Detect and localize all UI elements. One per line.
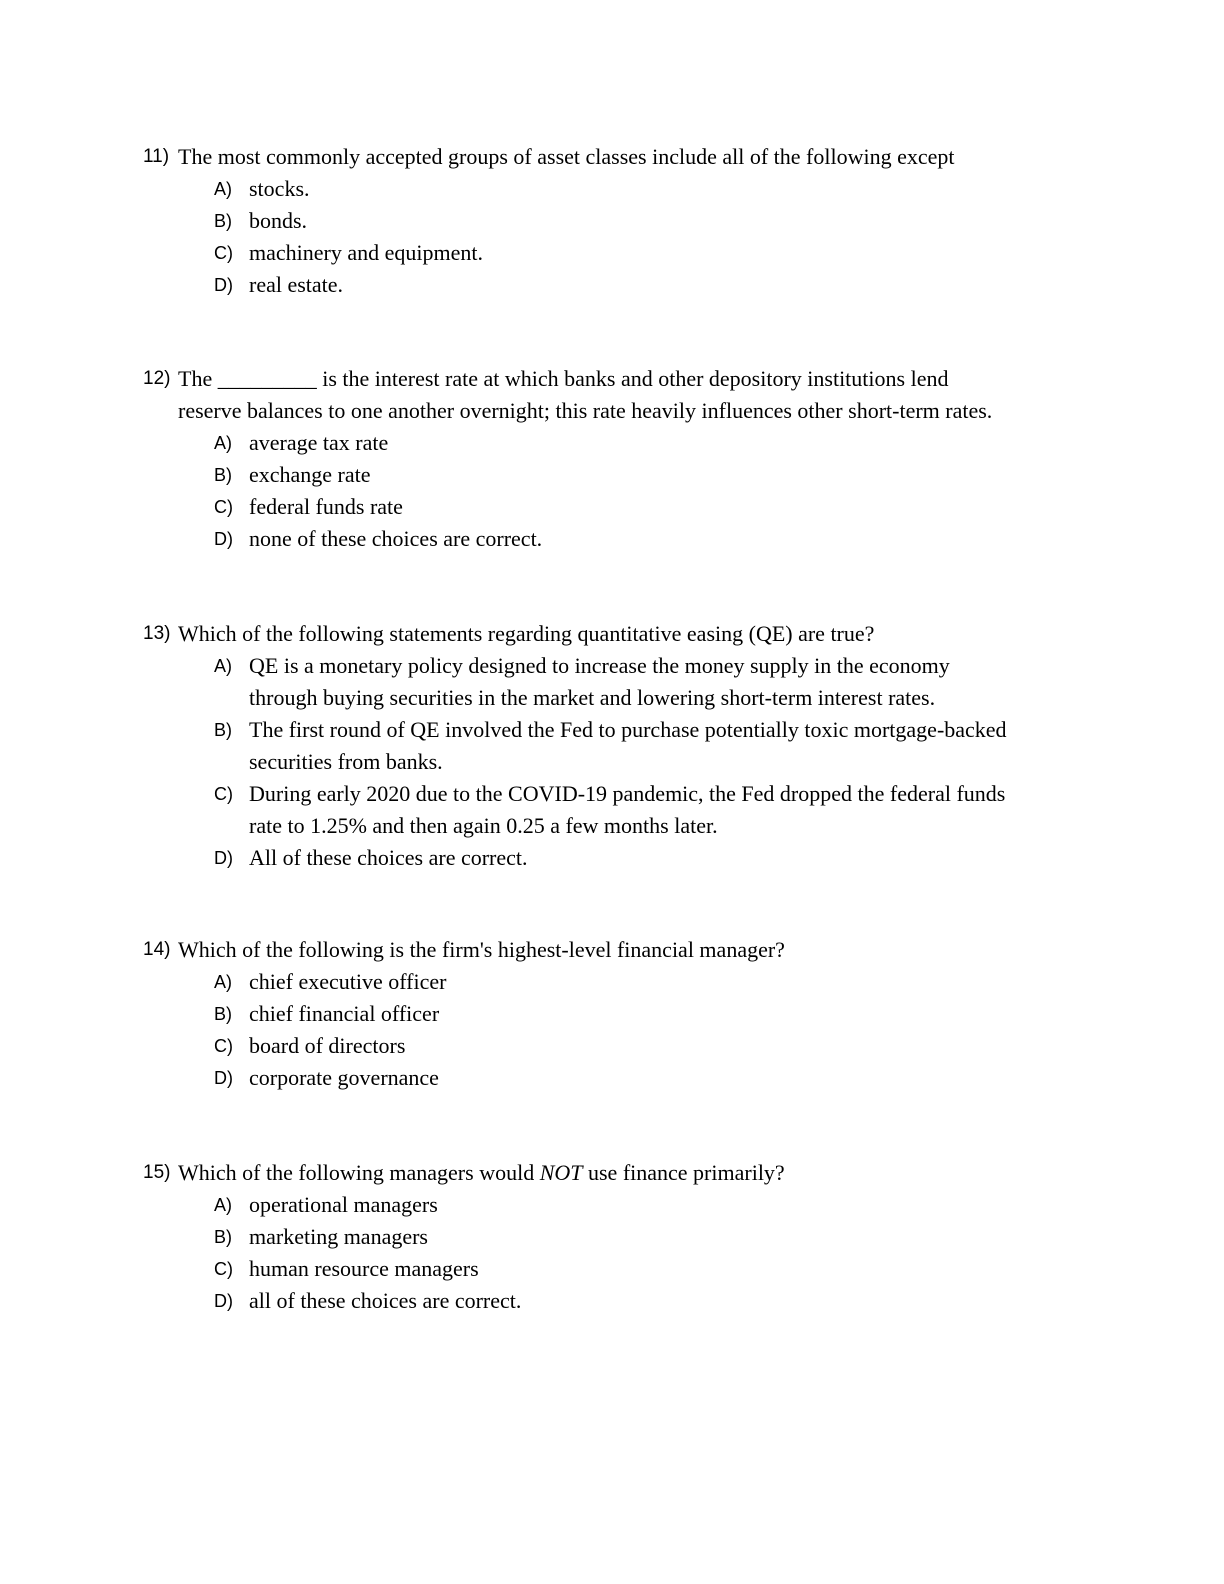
option-letter: D) xyxy=(214,848,233,868)
question-15 xyxy=(143,1157,1083,1317)
option-text: chief financial officer xyxy=(249,1001,440,1026)
question-11 xyxy=(143,141,1083,301)
option-text: The first round of QE involved the Fed to purchase potentially toxic mortgage-backed securities from banks. xyxy=(249,717,1007,774)
option-letter: C) xyxy=(214,243,233,263)
option-c xyxy=(214,237,1083,269)
options-list xyxy=(143,1189,1083,1317)
option-letter: B) xyxy=(214,465,232,485)
option-text: stocks. xyxy=(249,176,310,201)
option-letter: C) xyxy=(214,784,233,804)
option-letter: C) xyxy=(214,497,233,517)
question-number: 14) xyxy=(143,939,171,960)
option-d xyxy=(214,523,1083,555)
option-d xyxy=(214,1062,1083,1094)
option-c xyxy=(214,778,1083,842)
option-text: board of directors xyxy=(249,1033,406,1058)
option-letter: D) xyxy=(214,275,233,295)
option-text: average tax rate xyxy=(249,430,389,455)
option-text: human resource managers xyxy=(249,1256,479,1281)
option-letter: C) xyxy=(214,1259,233,1279)
option-b xyxy=(214,459,1083,491)
option-a xyxy=(214,427,1083,459)
option-d xyxy=(214,1285,1083,1317)
option-letter: C) xyxy=(214,1036,233,1056)
question-number: 15) xyxy=(143,1162,171,1183)
question-text-before: Which of the following managers would xyxy=(178,1160,540,1185)
option-letter: A) xyxy=(214,972,232,992)
option-text: none of these choices are correct. xyxy=(249,526,543,551)
question-14 xyxy=(143,934,1083,1094)
option-text: During early 2020 due to the COVID-19 pandemic, the Fed dropped the federal funds rate to 1.25% and then again 0.25 a few months later. xyxy=(249,781,1006,838)
option-text: operational managers xyxy=(249,1192,438,1217)
option-d xyxy=(214,269,1083,301)
option-text: corporate governance xyxy=(249,1065,439,1090)
option-letter: B) xyxy=(214,1227,232,1247)
options-list xyxy=(143,650,1083,874)
option-c xyxy=(214,1253,1083,1285)
option-text: exchange rate xyxy=(249,462,371,487)
option-letter: B) xyxy=(214,211,232,231)
option-b xyxy=(214,714,1083,778)
question-text-line-1: The _________ is the interest rate at which banks and other depository institutions lend xyxy=(178,366,949,391)
question-text: Which of the following statements regarding quantitative easing (QE) are true? xyxy=(178,621,875,646)
option-letter: A) xyxy=(214,433,232,453)
option-a xyxy=(214,966,1083,998)
option-b xyxy=(214,998,1083,1030)
question-text-line-2: reserve balances to one another overnight; this rate heavily influences other short-term rates. xyxy=(178,398,993,423)
option-d xyxy=(214,842,1083,874)
option-text: federal funds rate xyxy=(249,494,403,519)
options-list xyxy=(143,966,1083,1094)
question-12 xyxy=(143,363,1083,555)
option-letter: A) xyxy=(214,656,232,676)
option-text: bonds. xyxy=(249,208,308,233)
option-letter: B) xyxy=(214,720,232,740)
option-text: All of these choices are correct. xyxy=(249,845,528,870)
options-list xyxy=(143,427,1083,555)
question-13 xyxy=(143,618,1083,874)
question-text: Which of the following is the firm's highest-level financial manager? xyxy=(178,937,785,962)
question-text: The most commonly accepted groups of asset classes include all of the following except xyxy=(178,144,955,169)
option-text: real estate. xyxy=(249,272,344,297)
option-c xyxy=(214,1030,1083,1062)
question-text xyxy=(178,1157,1083,1189)
option-letter: D) xyxy=(214,1291,233,1311)
question-number: 12) xyxy=(143,368,171,389)
question-number: 11) xyxy=(143,146,170,167)
option-c xyxy=(214,491,1083,523)
question-text-emphasis: NOT xyxy=(539,1160,583,1185)
option-text: all of these choices are correct. xyxy=(249,1288,522,1313)
option-text: chief executive officer xyxy=(249,969,447,994)
question-text-after: use finance primarily? xyxy=(582,1160,785,1185)
question-number: 13) xyxy=(143,623,171,644)
option-a xyxy=(214,650,1083,714)
option-text: QE is a monetary policy designed to increase the money supply in the economy through buying securities in the market and lowering short-term interest rates. xyxy=(249,653,950,710)
option-letter: A) xyxy=(214,179,232,199)
option-letter: A) xyxy=(214,1195,232,1215)
option-letter: D) xyxy=(214,529,233,549)
option-a xyxy=(214,1189,1083,1221)
options-list xyxy=(143,173,1083,301)
option-text: marketing managers xyxy=(249,1224,428,1249)
option-letter: B) xyxy=(214,1004,232,1024)
option-b xyxy=(214,1221,1083,1253)
option-text: machinery and equipment. xyxy=(249,240,483,265)
option-b xyxy=(214,205,1083,237)
option-letter: D) xyxy=(214,1068,233,1088)
option-a xyxy=(214,173,1083,205)
